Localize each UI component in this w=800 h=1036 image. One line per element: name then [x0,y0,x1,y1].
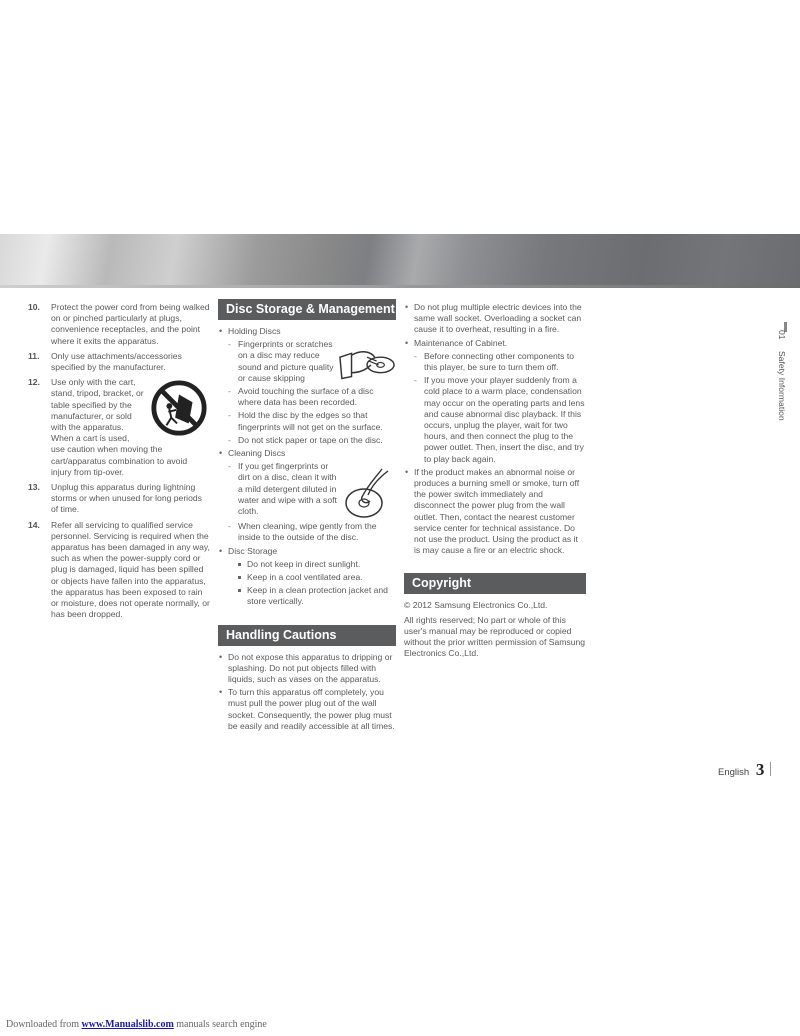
footer-language: English [718,767,750,778]
manualslib-link[interactable]: www.Manualslib.com [81,1019,174,1030]
safety-item-10 [28,302,210,347]
no-cart-tipover-icon [150,379,208,437]
safety-item-14 [28,520,210,621]
copyright-block [404,600,586,659]
multiple-devices-warning: • Do not plug multiple electric devices into the same wall socket. Overloading a socket can cause it to overheat, resulting in a fire. [404,302,586,336]
abnormal-noise-warning: • If the product makes an abnormal noise or produces a burning smell or smoke, turn off the power switch immediately and disconnect the power plug from the wall outlet. Then, contact the nearest customer service center for technical assistance. Do not use the product. Using the product as it is may cause a fire or an electric shock. [404,467,586,557]
holding-discs-item: - Fingerprints or scratches on a disc may reduce sound and picture quality or cause skipping [218,339,396,384]
cleaning-discs-item: - When cleaning, wipe gently from the inside to the outside of the disc. [218,521,396,543]
item-text: Refer all servicing to qualified service personnel. Servicing is required when the apparatus has been damaged in any way, such as when the power-supply cord or plug is damaged, liquid has been spilled or objects have fallen into the apparatus, the apparatus has been exposed to rain or moisture, does not operate normally, or has been dropped. [51,519,210,620]
item-text: Only use attachments/accessories specified by the manufacturer. [51,350,182,373]
holding-discs-item: - Do not stick paper or tape on the disc. [218,435,396,446]
chapter-side-label [777,330,787,421]
download-attribution [6,1019,267,1030]
copyright-line: © 2012 Samsung Electronics Co.,Ltd. [404,600,548,611]
handling-cautions-heading: Handling Cautions [218,625,396,646]
disc-storage-heading: Disc Storage & Management [218,299,396,320]
disc-storage-column [218,299,396,734]
safety-item-11 [28,351,210,373]
item-number: 14. [28,519,40,530]
copyright-notice: All rights reserved; No part or whole of this user's manual may be reproduced or copied without the prior written permission of Samsung Electronics Co.,Ltd. [404,614,586,659]
maintenance-column [404,302,586,662]
cabinet-maintenance-item: - If you move your player suddenly from a cold place to a warm place, condensation may occur on the operating parts and lens and cause abnormal disc playback. If this occurs, unplug the player, wait for two hours, and then connect the plug to the power outlet. Then, insert the disc, and try to play back again. [404,375,586,465]
disc-storage-item: Do not keep in direct sunlight. [218,559,396,570]
cabinet-maintenance-label: • Maintenance of Cabinet. [404,338,586,349]
header-banner [0,234,800,288]
hand-cleaning-disc-icon [342,467,392,521]
item-number: 12. [28,377,40,388]
item-number: 10. [28,302,40,312]
holding-discs-item: - Avoid touching the surface of a disc where data has been recorded. [218,386,396,408]
cleaning-discs-label: • Cleaning Discs [218,448,396,459]
item-number: 13. [28,482,40,493]
safety-item-12 [28,377,210,478]
copyright-heading: Copyright [404,573,586,594]
item-number: 11. [28,350,40,361]
chapter-number: 01 [777,330,787,340]
download-suffix: manuals search engine [176,1019,267,1030]
holding-discs-label: • Holding Discs [218,326,396,337]
safety-item-13 [28,482,210,516]
item-text: Unplug this apparatus during lightning storms or when unused for long periods of time. [51,482,202,515]
cleaning-discs-item: - If you get fingerprints or dirt on a disc, clean it with a mild detergent diluted in water and wipe with a soft cloth. [218,461,396,517]
cabinet-maintenance-item: - Before connecting other components to this player, be sure to turn them off. [404,351,586,373]
handling-caution-item: • To turn this apparatus off completely, you must pull the power plug out of the wall socket. Consequently, the power plug must be easily and readily accessible at all times. [218,687,396,732]
disc-storage-item: Keep in a clean protection jacket and store vertically. [218,585,396,607]
item-text: Use only with the cart, stand, tripod, bracket, or table specified by the manufacturer, or sold with the apparatus. When a cart is used, use caution when moving the cart/apparatus combination to avoid injury from tip-over. [51,377,188,477]
page-number: 3 [755,760,765,779]
disc-storage-item: Keep in a cool ventilated area. [218,572,396,583]
safety-instructions-column [28,302,210,624]
disc-storage-label: • Disc Storage [218,546,396,557]
page-footer [718,760,771,780]
holding-discs-item: - Hold the disc by the edges so that fingerprints will not get on the surface. [218,410,396,432]
handling-caution-item: • Do not expose this apparatus to dripping or splashing. Do not put objects filled with liquids, such as vases on the apparatus. [218,652,396,686]
footer-divider [770,762,771,776]
chapter-title: Safety Information [777,350,787,421]
item-text: Protect the power cord from being walked on or pinched particularly at plugs, convenience receptacles, and the point where it exits the apparatus. [51,302,210,346]
download-prefix: Downloaded from [6,1019,80,1030]
hand-holding-disc-icon [338,343,396,383]
